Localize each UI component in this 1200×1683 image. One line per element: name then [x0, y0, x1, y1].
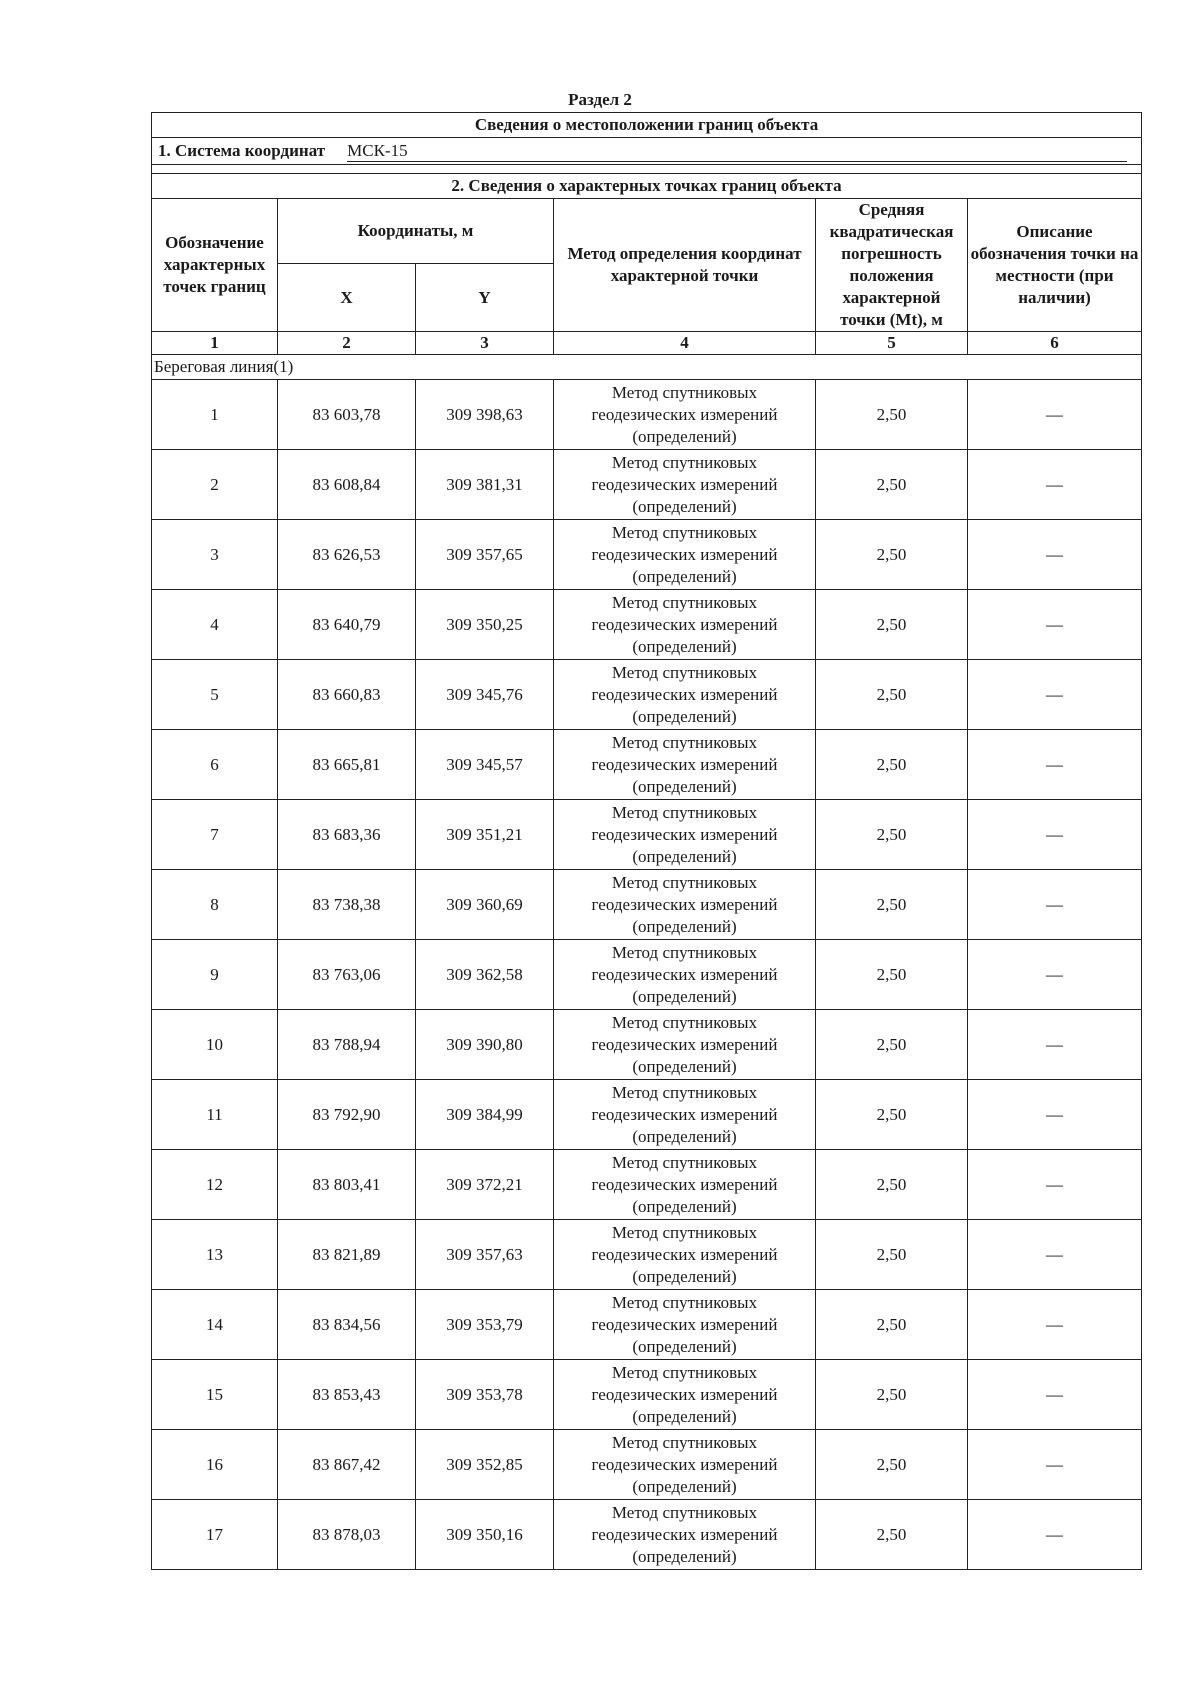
- method-line: геодезических измерений: [591, 894, 778, 914]
- method-line: геодезических измерений: [591, 1454, 778, 1474]
- description-cell: —: [968, 1360, 1142, 1430]
- method-cell: [554, 660, 816, 730]
- description-cell: —: [968, 660, 1142, 730]
- x-cell: 83 640,79: [278, 590, 416, 660]
- point-cell: 12: [152, 1150, 278, 1220]
- method-line: Метод спутниковых: [611, 592, 758, 612]
- column-numbers-row: [152, 332, 1142, 355]
- table-row: [152, 730, 1142, 800]
- method-cell: [554, 1010, 816, 1080]
- point-cell: 8: [152, 870, 278, 940]
- x-cell: 83 821,89: [278, 1220, 416, 1290]
- point-cell: 5: [152, 660, 278, 730]
- method-line: (определений): [632, 846, 737, 866]
- method-line: геодезических измерений: [591, 1104, 778, 1124]
- method-line: геодезических измерений: [591, 1034, 778, 1054]
- method-line: (определений): [632, 1056, 737, 1076]
- method-cell: [554, 730, 816, 800]
- error-cell: 2,50: [816, 1290, 968, 1360]
- description-cell: —: [968, 1220, 1142, 1290]
- y-cell: 309 372,21: [416, 1150, 554, 1220]
- table-row: [152, 1010, 1142, 1080]
- x-cell: 83 738,38: [278, 870, 416, 940]
- method-line: Метод спутниковых: [611, 382, 758, 402]
- description-cell: —: [968, 1500, 1142, 1570]
- table-row: [152, 380, 1142, 450]
- group-label: Береговая линия(1): [152, 355, 1142, 380]
- x-cell: 83 878,03: [278, 1500, 416, 1570]
- point-cell: 10: [152, 1010, 278, 1080]
- method-line: (определений): [632, 1126, 737, 1146]
- y-cell: 309 381,31: [416, 450, 554, 520]
- group-row: [152, 355, 1142, 380]
- table-row: [152, 1500, 1142, 1570]
- method-line: геодезических измерений: [591, 754, 778, 774]
- error-cell: 2,50: [816, 380, 968, 450]
- point-cell: 16: [152, 1430, 278, 1500]
- description-cell: —: [968, 450, 1142, 520]
- point-cell: 2: [152, 450, 278, 520]
- method-line: (определений): [632, 1546, 737, 1566]
- table-row: [152, 1080, 1142, 1150]
- method-cell: [554, 940, 816, 1010]
- x-cell: 83 803,41: [278, 1150, 416, 1220]
- x-cell: 83 603,78: [278, 380, 416, 450]
- method-line: Метод спутниковых: [611, 1222, 758, 1242]
- table-title-row: [152, 113, 1142, 138]
- point-cell: 15: [152, 1360, 278, 1430]
- spacer-row: [152, 165, 1142, 174]
- y-cell: 309 384,99: [416, 1080, 554, 1150]
- coord-system-value: МСК-15: [347, 141, 1127, 162]
- error-cell: 2,50: [816, 1500, 968, 1570]
- column-number: 4: [554, 332, 816, 355]
- method-line: (определений): [632, 916, 737, 936]
- coord-system-row: [152, 138, 1142, 165]
- x-cell: 83 788,94: [278, 1010, 416, 1080]
- x-cell: 83 834,56: [278, 1290, 416, 1360]
- description-cell: —: [968, 1010, 1142, 1080]
- method-line: геодезических измерений: [591, 964, 778, 984]
- method-line: геодезических измерений: [591, 1314, 778, 1334]
- method-line: (определений): [632, 1406, 737, 1426]
- method-cell: [554, 1430, 816, 1500]
- method-line: Метод спутниковых: [611, 872, 758, 892]
- description-cell: —: [968, 590, 1142, 660]
- error-cell: 2,50: [816, 730, 968, 800]
- error-cell: 2,50: [816, 1150, 968, 1220]
- method-line: Метод спутниковых: [611, 1292, 758, 1312]
- method-line: (определений): [632, 1266, 737, 1286]
- header-coords: Координаты, м: [278, 199, 554, 264]
- table-row: [152, 520, 1142, 590]
- point-cell: 7: [152, 800, 278, 870]
- y-cell: 309 351,21: [416, 800, 554, 870]
- method-cell: [554, 380, 816, 450]
- point-cell: 9: [152, 940, 278, 1010]
- header-row-1: [152, 199, 1142, 264]
- method-line: (определений): [632, 706, 737, 726]
- method-line: Метод спутниковых: [611, 802, 758, 822]
- table-row: [152, 1150, 1142, 1220]
- method-line: Метод спутниковых: [611, 1432, 758, 1452]
- error-cell: 2,50: [816, 870, 968, 940]
- method-line: Метод спутниковых: [611, 1152, 758, 1172]
- x-cell: 83 683,36: [278, 800, 416, 870]
- method-cell: [554, 1290, 816, 1360]
- description-cell: —: [968, 1290, 1142, 1360]
- point-cell: 4: [152, 590, 278, 660]
- method-line: геодезических измерений: [591, 1524, 778, 1544]
- method-line: геодезических измерений: [591, 544, 778, 564]
- description-cell: —: [968, 520, 1142, 590]
- table-title: Сведения о местоположении границ объекта: [152, 113, 1142, 138]
- method-cell: [554, 870, 816, 940]
- description-cell: —: [968, 1150, 1142, 1220]
- method-cell: [554, 520, 816, 590]
- table-row: [152, 1360, 1142, 1430]
- method-cell: [554, 450, 816, 520]
- method-cell: [554, 590, 816, 660]
- method-line: Метод спутниковых: [611, 1502, 758, 1522]
- method-line: (определений): [632, 496, 737, 516]
- x-cell: 83 763,06: [278, 940, 416, 1010]
- error-cell: 2,50: [816, 1220, 968, 1290]
- method-cell: [554, 1500, 816, 1570]
- table-row: [152, 1290, 1142, 1360]
- method-cell: [554, 1220, 816, 1290]
- x-cell: 83 853,43: [278, 1360, 416, 1430]
- method-cell: [554, 1150, 816, 1220]
- column-number: 2: [278, 332, 416, 355]
- header-description: Описание обозначения точки на местности (при наличии): [968, 199, 1142, 332]
- error-cell: 2,50: [816, 940, 968, 1010]
- table-row: [152, 660, 1142, 730]
- method-line: (определений): [632, 636, 737, 656]
- error-cell: 2,50: [816, 660, 968, 730]
- point-cell: 14: [152, 1290, 278, 1360]
- header-x: X: [278, 264, 416, 332]
- y-cell: 309 390,80: [416, 1010, 554, 1080]
- point-cell: 1: [152, 380, 278, 450]
- error-cell: 2,50: [816, 1360, 968, 1430]
- description-cell: —: [968, 800, 1142, 870]
- y-cell: 309 357,63: [416, 1220, 554, 1290]
- coord-system-cell: [152, 138, 1142, 165]
- column-number: 1: [152, 332, 278, 355]
- boundary-points-table: [151, 112, 1142, 1570]
- table-row: [152, 1430, 1142, 1500]
- y-cell: 309 350,25: [416, 590, 554, 660]
- column-number: 5: [816, 332, 968, 355]
- description-cell: —: [968, 870, 1142, 940]
- table-row: [152, 870, 1142, 940]
- method-line: (определений): [632, 776, 737, 796]
- error-cell: 2,50: [816, 450, 968, 520]
- error-cell: 2,50: [816, 1080, 968, 1150]
- table-row: [152, 1220, 1142, 1290]
- point-cell: 17: [152, 1500, 278, 1570]
- method-line: Метод спутниковых: [611, 662, 758, 682]
- x-cell: 83 626,53: [278, 520, 416, 590]
- point-cell: 6: [152, 730, 278, 800]
- subsection-title: 2. Сведения о характерных точках границ объекта: [152, 174, 1142, 199]
- point-cell: 11: [152, 1080, 278, 1150]
- y-cell: 309 362,58: [416, 940, 554, 1010]
- method-line: Метод спутниковых: [611, 522, 758, 542]
- method-cell: [554, 1080, 816, 1150]
- subsection-title-row: [152, 174, 1142, 199]
- header-y: Y: [416, 264, 554, 332]
- x-cell: 83 867,42: [278, 1430, 416, 1500]
- y-cell: 309 398,63: [416, 380, 554, 450]
- coord-system-label: 1. Система координат: [158, 141, 326, 160]
- point-cell: 3: [152, 520, 278, 590]
- header-point: Обозначение характерных точек границ: [152, 199, 278, 332]
- x-cell: 83 660,83: [278, 660, 416, 730]
- method-line: (определений): [632, 1476, 737, 1496]
- method-line: (определений): [632, 986, 737, 1006]
- y-cell: 309 350,16: [416, 1500, 554, 1570]
- method-cell: [554, 1360, 816, 1430]
- section-title: Раздел 2: [568, 90, 632, 109]
- method-line: Метод спутниковых: [611, 732, 758, 752]
- header-method: Метод определения координат характерной точки: [554, 199, 816, 332]
- method-line: геодезических измерений: [591, 684, 778, 704]
- method-line: геодезических измерений: [591, 824, 778, 844]
- description-cell: —: [968, 380, 1142, 450]
- description-cell: —: [968, 1080, 1142, 1150]
- x-cell: 83 608,84: [278, 450, 416, 520]
- description-cell: —: [968, 940, 1142, 1010]
- method-line: геодезических измерений: [591, 1174, 778, 1194]
- y-cell: 309 357,65: [416, 520, 554, 590]
- method-line: геодезических измерений: [591, 474, 778, 494]
- x-cell: 83 665,81: [278, 730, 416, 800]
- method-line: Метод спутниковых: [611, 1082, 758, 1102]
- error-cell: 2,50: [816, 1010, 968, 1080]
- method-line: Метод спутниковых: [611, 942, 758, 962]
- description-cell: —: [968, 730, 1142, 800]
- method-line: Метод спутниковых: [611, 1362, 758, 1382]
- y-cell: 309 352,85: [416, 1430, 554, 1500]
- method-line: (определений): [632, 1336, 737, 1356]
- y-cell: 309 360,69: [416, 870, 554, 940]
- error-cell: 2,50: [816, 1430, 968, 1500]
- y-cell: 309 353,79: [416, 1290, 554, 1360]
- method-cell: [554, 800, 816, 870]
- method-line: Метод спутниковых: [611, 1012, 758, 1032]
- table-row: [152, 450, 1142, 520]
- method-line: (определений): [632, 426, 737, 446]
- method-line: геодезических измерений: [591, 404, 778, 424]
- column-number: 6: [968, 332, 1142, 355]
- table-row: [152, 800, 1142, 870]
- method-line: геодезических измерений: [591, 614, 778, 634]
- error-cell: 2,50: [816, 800, 968, 870]
- header-error: Средняя квадратическая погрешность положения характерной точки (Mt), м: [816, 199, 968, 332]
- error-cell: 2,50: [816, 520, 968, 590]
- y-cell: 309 353,78: [416, 1360, 554, 1430]
- column-number: 3: [416, 332, 554, 355]
- y-cell: 309 345,57: [416, 730, 554, 800]
- y-cell: 309 345,76: [416, 660, 554, 730]
- method-line: Метод спутниковых: [611, 452, 758, 472]
- point-cell: 13: [152, 1220, 278, 1290]
- table-row: [152, 590, 1142, 660]
- method-line: геодезических измерений: [591, 1384, 778, 1404]
- method-line: (определений): [632, 566, 737, 586]
- table-row: [152, 940, 1142, 1010]
- error-cell: 2,50: [816, 590, 968, 660]
- x-cell: 83 792,90: [278, 1080, 416, 1150]
- description-cell: —: [968, 1430, 1142, 1500]
- method-line: (определений): [632, 1196, 737, 1216]
- method-line: геодезических измерений: [591, 1244, 778, 1264]
- spacer-cell: [152, 165, 1142, 174]
